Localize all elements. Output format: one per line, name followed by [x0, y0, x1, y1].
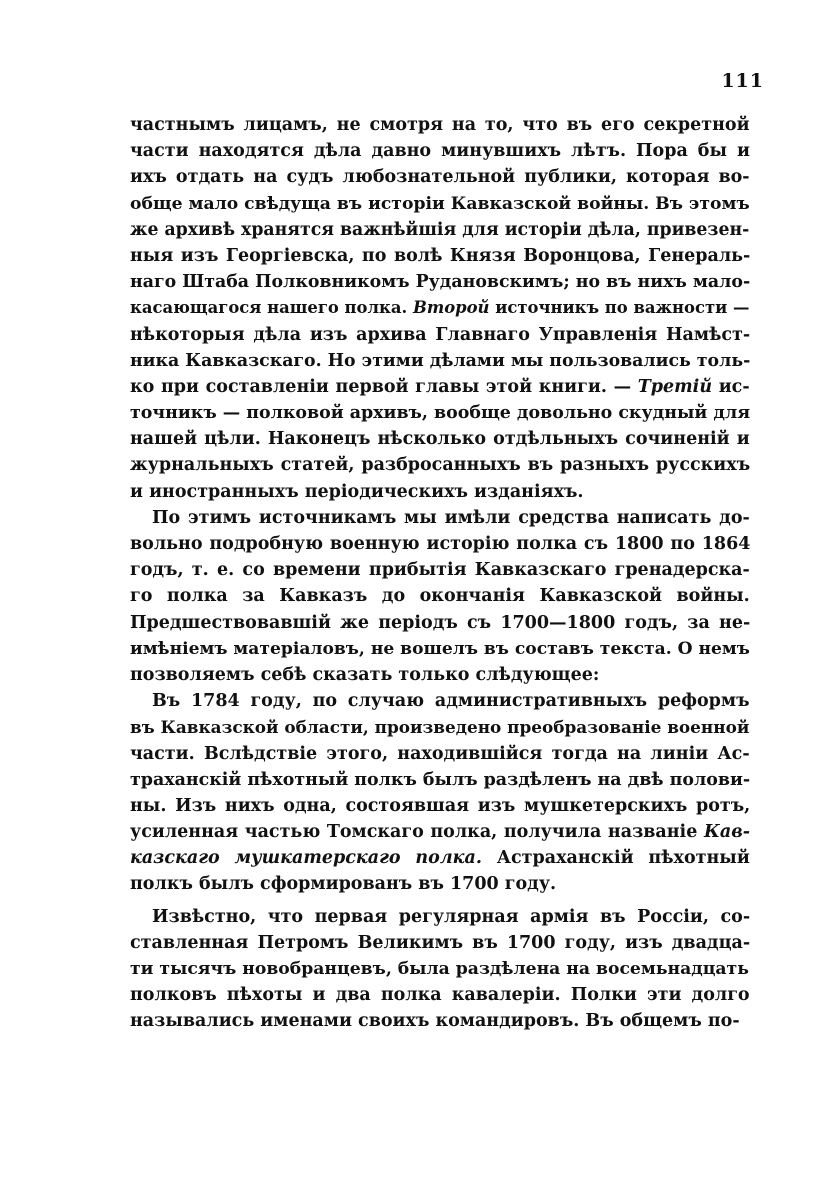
text-line: ны. Изъ нихъ одна, состоявшая изъ мушкетерскихъ ротъ, [130, 795, 750, 816]
text-line: обще мало свѣдуща въ исторіи Кавказской войны. Въ этомъ [130, 193, 750, 214]
text-line: полковъ пѣхоты и два полка кавалеріи. Полки эти долго [130, 985, 750, 1006]
text-line: ставленная Петромъ Великимъ въ 1700 году, изъ двадца- [130, 932, 750, 953]
text-line: имѣніемъ матеріаловъ, не вошелъ въ составъ текста. О немъ [130, 638, 750, 659]
text-line: Предшествовавшій же періодъ съ 1700—1800 годъ, за не- [130, 612, 750, 633]
text-line: назывались именами своихъ командировъ. Въ общемъ по- [130, 1011, 740, 1032]
text-line: ника Кавказскаго. Но этими дѣлами мы пользовались толь- [130, 350, 750, 371]
text-line: траханскій пѣхотный полкъ былъ раздѣленъ на двѣ полови- [130, 769, 750, 790]
text-line: ихъ отдать на судъ любознательной публики, которая во- [130, 167, 750, 188]
text-line: вольно подробную военную исторію полка съ 1800 по 1864 [130, 534, 750, 554]
text-line: позволяемъ себѣ сказать только слѣдующее: [130, 664, 600, 685]
body-text [130, 112, 750, 1035]
text-line: части. Вслѣдствіе этого, находившійся тогда на линіи Ас- [130, 743, 750, 764]
text-line: въ Кавказской области, произведено преобразованіе военной [130, 717, 750, 738]
text-line: частнымъ лицамъ, не смотря на то, что въ его секретной [130, 115, 750, 135]
text-line: Извѣстно, что первая регулярная армія въ Россіи, со- [152, 906, 750, 927]
text-line: годъ, т. е. со времени прибытія Кавказскаго гренадерска- [130, 560, 750, 581]
text-line: касающагося нашего полка. Второй источникъ по важности — [130, 298, 750, 318]
text-line: По этимъ источникамъ мы имѣли средства написать до- [152, 507, 750, 528]
text-line: полкъ былъ сформированъ въ 1700 году. [130, 874, 557, 895]
page-number: 111 [721, 70, 764, 92]
text-line: точникъ — полковой архивъ, вообще довольно скудный для [130, 403, 750, 424]
text-line: ти тысячъ новобранцевъ, была раздѣлена на восемьнадцать [130, 959, 749, 979]
text-line: усиленная частью Томскаго полка, получила названіе Кав- [130, 822, 750, 843]
text-line: го полка за Кавказъ до окончанія Кавказской войны. [130, 586, 750, 607]
text-line: нашей цѣли. Наконецъ нѣсколько отдѣльныхъ сочиненій и [130, 429, 750, 450]
text-line: казскаго мушкатерскаго полка. Астраханскій пѣхотный [130, 848, 750, 869]
text-line: ныя изъ Георгіевска, по волѣ Князя Воронцова, Генераль- [130, 245, 750, 266]
text-line: журнальныхъ статей, разбросанныхъ въ разныхъ русскихъ [130, 455, 750, 476]
text-line: и иностранныхъ періодическихъ изданіяхъ. [130, 481, 584, 502]
text-line: наго Штаба Полковникомъ Рудановскимъ; но въ нихъ мало- [130, 272, 750, 293]
text-line: нѣкоторыя дѣла изъ архива Главнаго Управленія Намѣст- [130, 324, 750, 345]
text-line: ко при составленіи первой главы этой книги. — Третій ис- [130, 376, 750, 397]
text-line: же архивѣ хранятся важнѣйшія для исторіи дѣла, привезен- [130, 219, 750, 240]
text-line: Въ 1784 году, по случаю административныхъ реформъ [152, 691, 750, 712]
text-line: части находятся дѣла давно минувшихъ лѣтъ. Пора бы и [130, 141, 750, 162]
